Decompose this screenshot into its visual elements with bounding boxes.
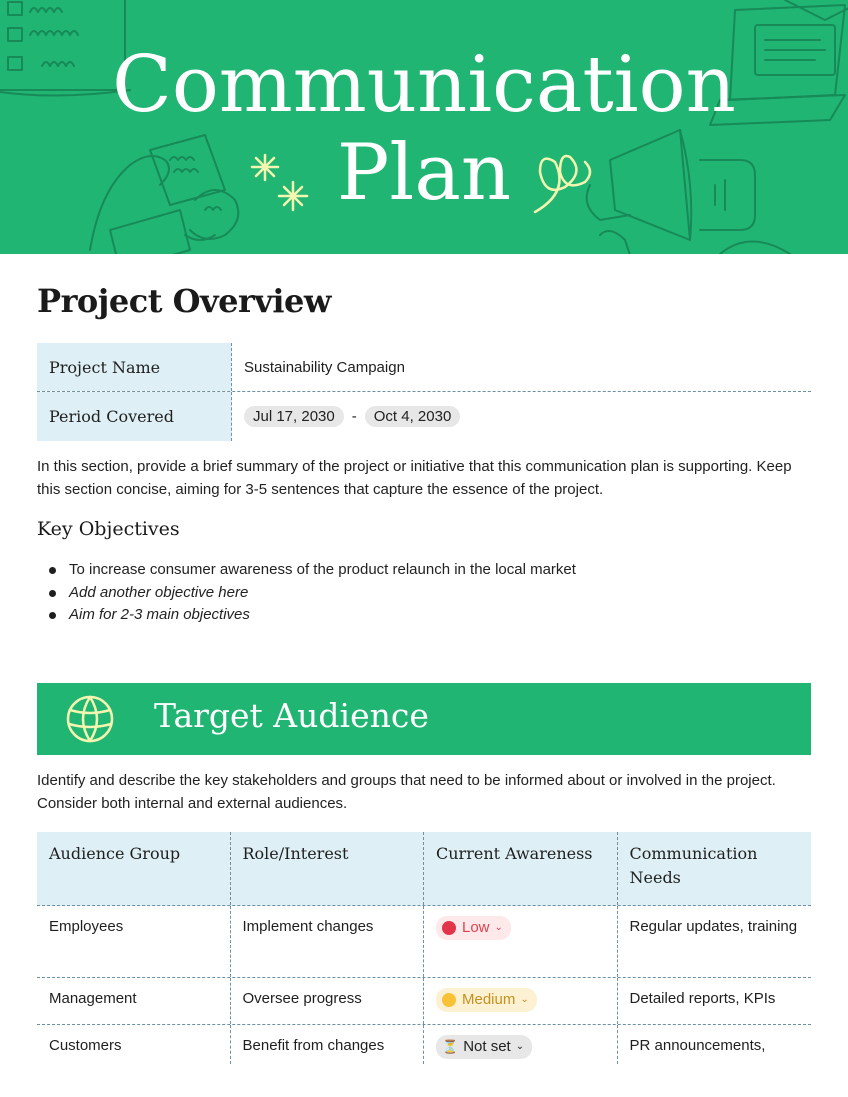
table-row	[37, 1025, 811, 1064]
period-covered-row	[37, 392, 811, 441]
end-date-chip[interactable]: Oct 4, 2030	[365, 406, 461, 427]
chevron-down-icon: ⌄	[494, 922, 503, 933]
table-header-row	[37, 832, 811, 906]
hero-title-line-1: Communication	[112, 40, 736, 130]
project-name-label: Project Name	[37, 343, 232, 391]
chevron-down-icon: ⌄	[520, 994, 529, 1005]
awareness-cell	[424, 906, 618, 977]
project-name-value[interactable]: Sustainability Campaign	[244, 358, 405, 376]
column-header: Role/Interest	[231, 832, 425, 905]
project-info-table	[37, 343, 811, 441]
period-covered-value	[232, 392, 811, 441]
awareness-status-label: Not set	[463, 1038, 511, 1055]
table-row	[37, 978, 811, 1025]
column-header: Audience Group	[37, 832, 231, 905]
awareness-status-dropdown[interactable]	[436, 916, 511, 940]
communication-needs-cell[interactable]: PR announcements,	[629, 1037, 766, 1054]
role-cell[interactable]: Benefit from changes	[231, 1025, 425, 1064]
start-date-chip[interactable]: Jul 17, 2030	[244, 406, 344, 427]
awareness-status-dropdown[interactable]	[436, 1035, 532, 1059]
audience-group-cell[interactable]: Employees	[37, 906, 231, 977]
project-overview-heading: Project Overview	[37, 282, 331, 320]
target-audience-banner	[37, 683, 811, 755]
hero-banner	[0, 0, 848, 254]
communication-needs-cell[interactable]: Detailed reports, KPIs	[629, 990, 776, 1007]
audience-group-cell[interactable]: Customers	[37, 1025, 231, 1064]
audience-group-cell[interactable]: Management	[37, 978, 231, 1024]
key-objectives-heading: Key Objectives	[37, 518, 180, 540]
globe-icon	[64, 694, 116, 744]
date-separator: -	[351, 408, 357, 425]
audience-table	[37, 832, 811, 1064]
awareness-status-label: Low	[462, 919, 490, 936]
yellow-dot-icon	[442, 993, 456, 1007]
project-name-row	[37, 343, 811, 392]
communication-needs-cell[interactable]: Regular updates, training	[629, 918, 798, 935]
period-covered-label: Period Covered	[37, 392, 232, 441]
objective-item: Add another objective here	[48, 582, 576, 605]
hero-title-line-2: Plan	[336, 128, 512, 218]
table-row	[37, 906, 811, 978]
role-cell[interactable]: Oversee progress	[231, 978, 425, 1024]
role-cell[interactable]: Implement changes	[231, 906, 425, 977]
project-summary: In this section, provide a brief summary of the project or initiative that this communication plan is supporting. Keep this section concise, aiming for 3-5 sentences that capture the essence of the project.	[37, 458, 792, 498]
objective-item: Aim for 2-3 main objectives	[48, 604, 576, 627]
awareness-status-dropdown[interactable]	[436, 988, 537, 1012]
awareness-status-label: Medium	[462, 991, 516, 1008]
awareness-cell	[424, 978, 618, 1024]
column-header: Communication Needs	[629, 844, 758, 887]
audience-description: Identify and describe the key stakeholders and groups that need to be informed about or involved in the project. Consider both internal and external audiences.	[37, 772, 776, 812]
objective-item: To increase consumer awareness of the product relaunch in the local market	[48, 559, 576, 582]
target-audience-heading: Target Audience	[154, 696, 429, 735]
awareness-cell	[424, 1025, 618, 1064]
objectives-list	[48, 559, 576, 627]
chevron-down-icon: ⌄	[515, 1041, 525, 1052]
column-header: Current Awareness	[424, 832, 618, 905]
red-dot-icon	[442, 921, 456, 935]
hourglass-icon: ⏳	[442, 1039, 459, 1054]
